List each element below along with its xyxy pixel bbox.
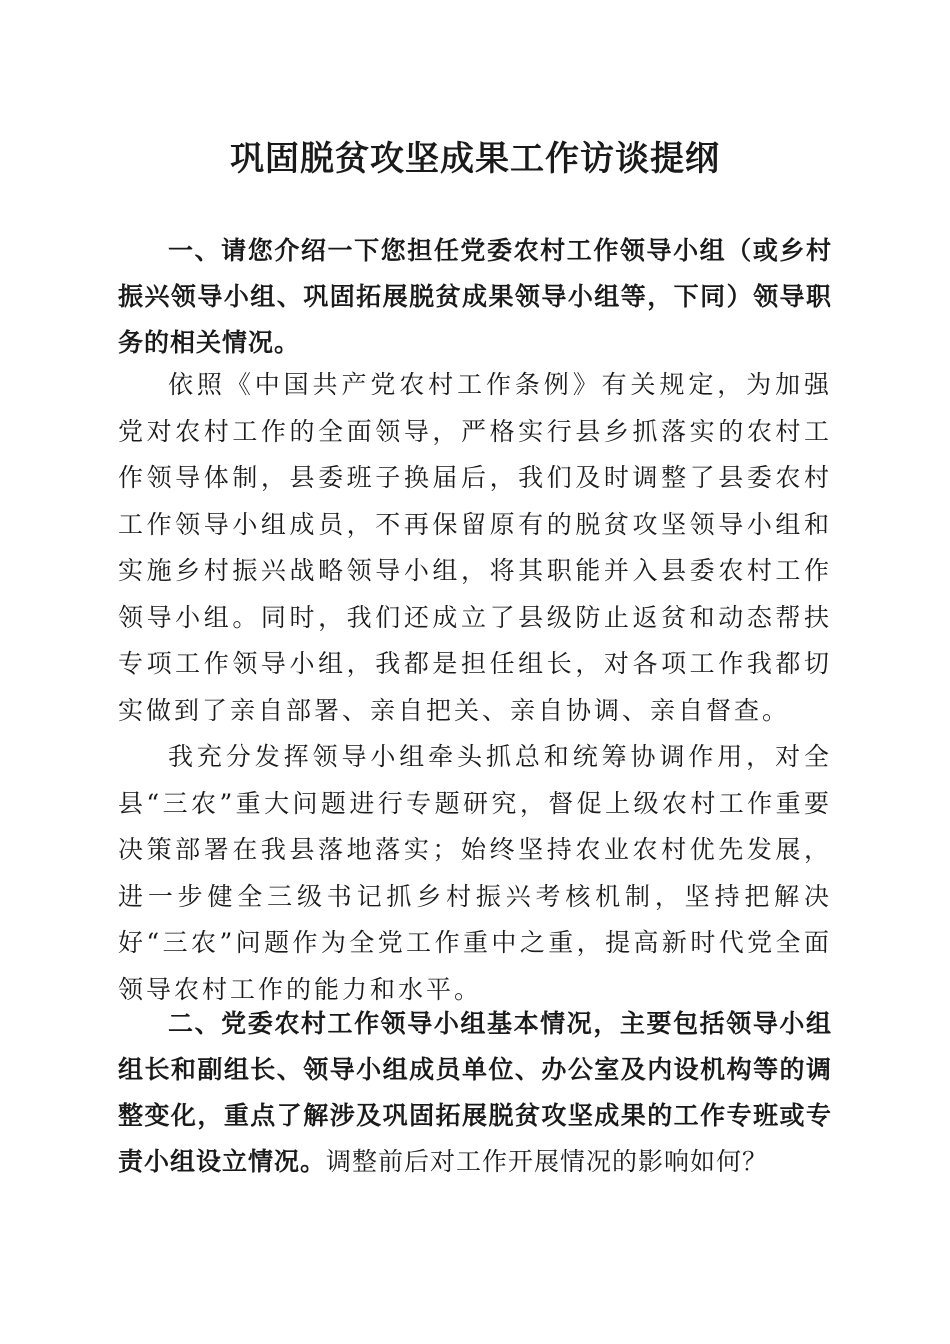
section-2-heading: 二、党委农村工作领导小组基本情况，主要包括领导小组组长和副组长、领导小组成员单位、办公室及内设机构等的调整变化，重点了解涉及巩固拓展脱贫攻坚成果的工作专班或专责小组设立情况。 <box>118 1009 832 1176</box>
body-paragraph-2: 我充分发挥领导小组牵头抓总和统筹协调作用，对全县“三农”重大问题进行专题研究，督促上级农村工作重要决策部署在我县落地落实；始终坚持农业农村优先发展，进一步健全三级书记抓乡村振兴考核机制，坚持把解决好“三农”问题作为全党工作重中之重，提高新时代党全面领导农村工作的能力和水平。 <box>118 742 832 1004</box>
section-2 <box>118 1001 832 1185</box>
document-title: 巩固脱贫攻坚成果工作访谈提纲 <box>230 139 720 179</box>
section-2-question: 调整前后对工作开展情况的影响如何？ <box>326 1147 769 1176</box>
body-paragraph-1: 依照《中国共产党农村工作条例》有关规定，为加强党对农村工作的全面领导，严格实行县乡抓落实的农村工作领导体制，县委班子换届后，我们及时调整了县委农村工作领导小组成员，不再保留原有的脱贫攻坚领导小组和实施乡村振兴战略领导小组，将其职能并入县委农村工作领导小组。同时，我们还成立了县级防止返贫和动态帮扶专项工作领导小组，我都是担任组长，对各项工作我都切实做到了亲自部署、亲自把关、亲自协调、亲自督查。 <box>118 370 832 725</box>
section-2-paragraph <box>118 1001 832 1185</box>
section-1 <box>118 228 832 366</box>
section-1-answer-2 <box>118 734 832 1013</box>
section-1-answer-1 <box>118 362 832 734</box>
section-1-heading: 一、请您介绍一下您担任党委农村工作领导小组（或乡村振兴领导小组、巩固拓展脱贫成果领导小组等，下同）领导职务的相关情况。 <box>118 236 832 357</box>
